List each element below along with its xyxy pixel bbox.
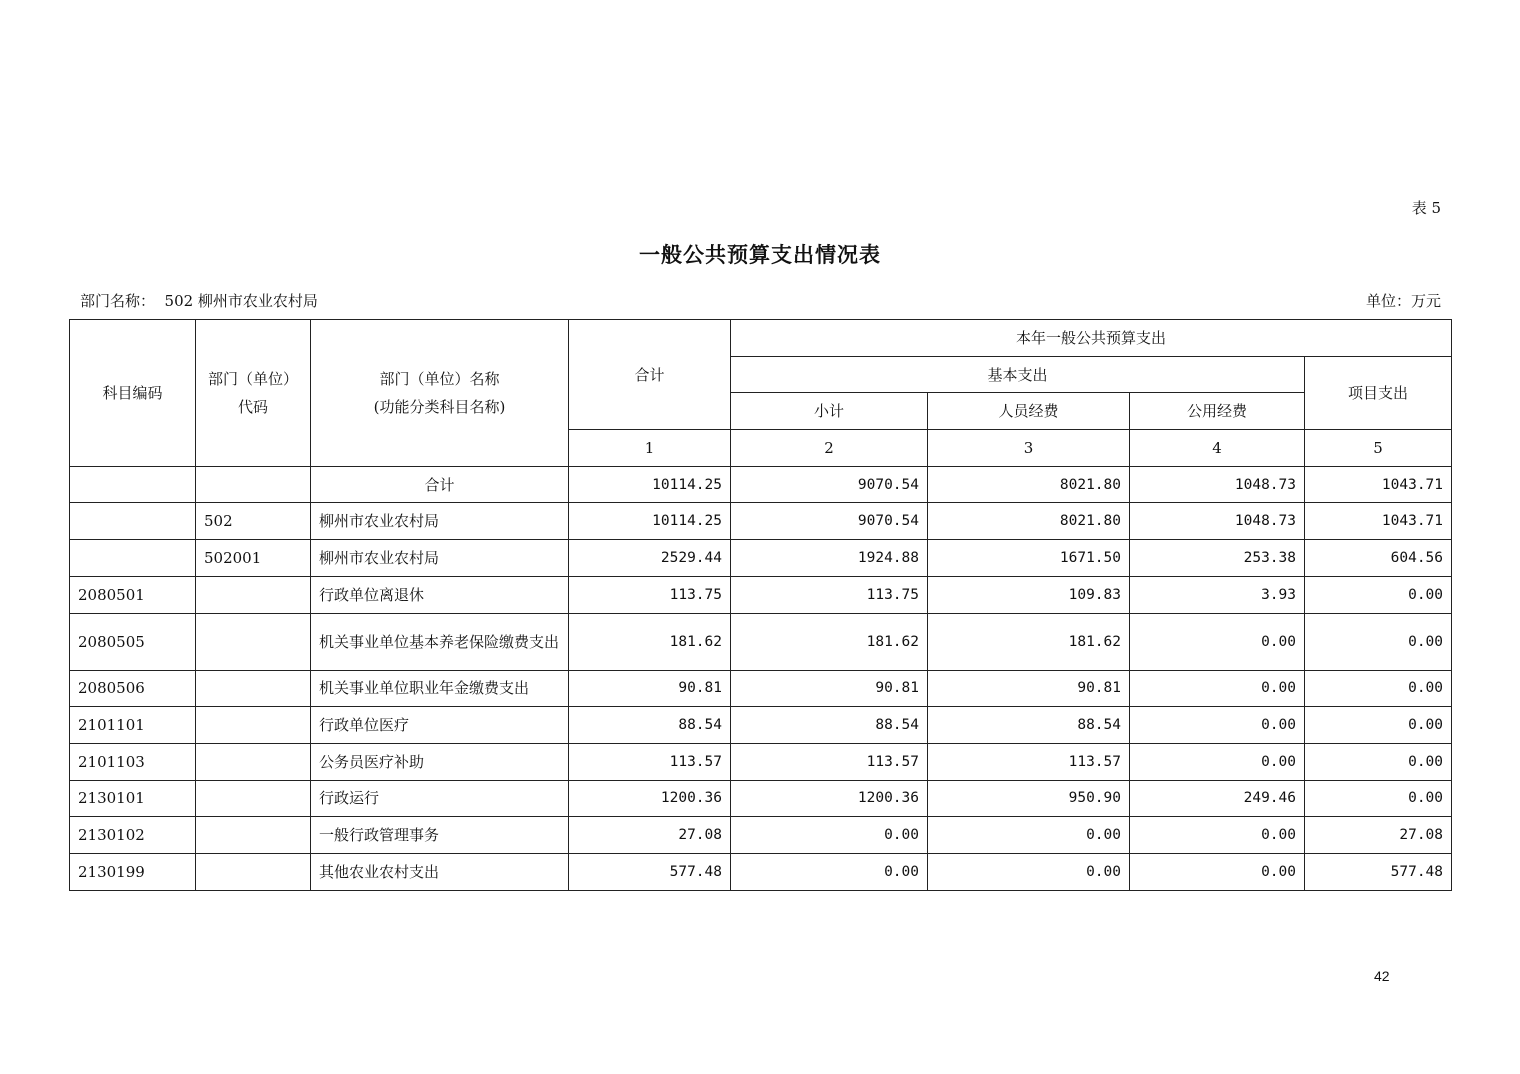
- cell-subtotal: 181.62: [731, 613, 928, 670]
- header-personnel: 人员经费: [928, 393, 1130, 430]
- cell-total: 88.54: [569, 707, 731, 744]
- header-dept-name-line1: 部门（单位）名称: [379, 369, 500, 388]
- header-col-num: 2: [731, 430, 928, 467]
- cell-public: 0.00: [1130, 670, 1305, 707]
- cell-project: 1043.71: [1305, 503, 1452, 540]
- page-title: 一般公共预算支出情况表: [639, 242, 881, 267]
- unit-label: 单位：万元: [1365, 292, 1441, 310]
- cell-personnel: 109.83: [928, 576, 1130, 613]
- cell-subtotal: 90.81: [731, 670, 928, 707]
- header-dept-code-line1: 部门（单位）: [207, 369, 298, 388]
- cell-code: 2080501: [70, 576, 196, 613]
- table-row: [70, 853, 1452, 890]
- cell-dept-code: [196, 466, 311, 503]
- cell-project: 0.00: [1305, 670, 1452, 707]
- cell-subtotal: 1200.36: [731, 780, 928, 817]
- cell-personnel: 950.90: [928, 780, 1130, 817]
- cell-name: 柳州市农业农村局: [311, 540, 569, 577]
- table-row: [70, 707, 1452, 744]
- cell-public: 1048.73: [1130, 466, 1305, 503]
- cell-code: 2130102: [70, 817, 196, 854]
- cell-name: 机关事业单位基本养老保险缴费支出: [311, 613, 569, 670]
- table-row: [70, 466, 1452, 503]
- header-basic: 基本支出: [731, 356, 1305, 393]
- header-col-num: 3: [928, 430, 1130, 467]
- cell-dept-code: [196, 780, 311, 817]
- cell-code: [70, 466, 196, 503]
- cell-name: 其他农业农村支出: [311, 853, 569, 890]
- cell-public: 1048.73: [1130, 503, 1305, 540]
- cell-project: 0.00: [1305, 613, 1452, 670]
- header-col-num: 5: [1305, 430, 1452, 467]
- table-header: [70, 320, 1452, 467]
- table-row: [70, 540, 1452, 577]
- table-row: [70, 743, 1452, 780]
- cell-public: 0.00: [1130, 707, 1305, 744]
- cell-dept-code: [196, 707, 311, 744]
- cell-name: 柳州市农业农村局: [311, 503, 569, 540]
- header-dept-name: [311, 320, 569, 467]
- cell-total: 10114.25: [569, 466, 731, 503]
- cell-code: 2080506: [70, 670, 196, 707]
- cell-total: 2529.44: [569, 540, 731, 577]
- cell-public: 0.00: [1130, 817, 1305, 854]
- header-col-num: 4: [1130, 430, 1305, 467]
- cell-subtotal: 1924.88: [731, 540, 928, 577]
- table-row: [70, 670, 1452, 707]
- cell-subtotal: 0.00: [731, 853, 928, 890]
- header-dept-code: [196, 320, 311, 467]
- header-dept-code-line2: 代码: [237, 397, 268, 416]
- cell-public: 0.00: [1130, 853, 1305, 890]
- cell-public: 0.00: [1130, 743, 1305, 780]
- cell-public: 249.46: [1130, 780, 1305, 817]
- cell-public: 3.93: [1130, 576, 1305, 613]
- cell-code: [70, 503, 196, 540]
- cell-code: 2130199: [70, 853, 196, 890]
- cell-name: 行政单位离退休: [311, 576, 569, 613]
- cell-total: 181.62: [569, 613, 731, 670]
- cell-dept-code: [196, 670, 311, 707]
- cell-dept-code: [196, 817, 311, 854]
- cell-personnel: 113.57: [928, 743, 1130, 780]
- cell-subtotal: 113.75: [731, 576, 928, 613]
- table-body: [70, 466, 1452, 890]
- table-number: 表 5: [1411, 199, 1441, 217]
- cell-dept-code: [196, 613, 311, 670]
- cell-subtotal: 88.54: [731, 707, 928, 744]
- cell-name: 机关事业单位职业年金缴费支出: [311, 670, 569, 707]
- cell-project: 0.00: [1305, 707, 1452, 744]
- cell-personnel: 181.62: [928, 613, 1130, 670]
- cell-dept-code: [196, 743, 311, 780]
- cell-project: 0.00: [1305, 743, 1452, 780]
- cell-project: 604.56: [1305, 540, 1452, 577]
- header-public: 公用经费: [1130, 393, 1305, 430]
- header-project: 项目支出: [1305, 356, 1452, 429]
- cell-code: 2080505: [70, 613, 196, 670]
- table-row: [70, 780, 1452, 817]
- page-number: 42: [1374, 968, 1390, 984]
- cell-project: 577.48: [1305, 853, 1452, 890]
- cell-name: 行政单位医疗: [311, 707, 569, 744]
- cell-name: 行政运行: [311, 780, 569, 817]
- header-dept-name-line2: (功能分类科目名称): [373, 397, 506, 416]
- cell-personnel: 8021.80: [928, 466, 1130, 503]
- cell-personnel: 1671.50: [928, 540, 1130, 577]
- cell-subtotal: 9070.54: [731, 503, 928, 540]
- cell-project: 0.00: [1305, 780, 1452, 817]
- cell-total: 90.81: [569, 670, 731, 707]
- cell-subtotal: 9070.54: [731, 466, 928, 503]
- cell-name: 公务员医疗补助: [311, 743, 569, 780]
- cell-public: 253.38: [1130, 540, 1305, 577]
- cell-total: 577.48: [569, 853, 731, 890]
- cell-personnel: 0.00: [928, 817, 1130, 854]
- cell-subtotal: 0.00: [731, 817, 928, 854]
- cell-project: 1043.71: [1305, 466, 1452, 503]
- cell-public: 0.00: [1130, 613, 1305, 670]
- cell-name: 合计: [311, 466, 569, 503]
- cell-code: 2130101: [70, 780, 196, 817]
- header-subject-code: 科目编码: [70, 320, 196, 467]
- cell-name: 一般行政管理事务: [311, 817, 569, 854]
- department-name: 部门名称： 502 柳州市农业农村局: [80, 292, 318, 310]
- table-row: [70, 503, 1452, 540]
- header-col-num: 1: [569, 430, 731, 467]
- cell-dept-code: 502001: [196, 540, 311, 577]
- cell-personnel: 8021.80: [928, 503, 1130, 540]
- table-row: [70, 613, 1452, 670]
- cell-dept-code: [196, 576, 311, 613]
- cell-total: 10114.25: [569, 503, 731, 540]
- cell-code: [70, 540, 196, 577]
- cell-project: 0.00: [1305, 576, 1452, 613]
- cell-personnel: 90.81: [928, 670, 1130, 707]
- cell-personnel: 0.00: [928, 853, 1130, 890]
- table-row: [70, 576, 1452, 613]
- cell-code: 2101103: [70, 743, 196, 780]
- header-total: 合计: [569, 320, 731, 430]
- budget-table: [69, 319, 1452, 891]
- cell-project: 27.08: [1305, 817, 1452, 854]
- table-row: [70, 817, 1452, 854]
- cell-subtotal: 113.57: [731, 743, 928, 780]
- cell-code: 2101101: [70, 707, 196, 744]
- header-subtotal: 小计: [731, 393, 928, 430]
- header-current-year: 本年一般公共预算支出: [731, 320, 1452, 357]
- cell-personnel: 88.54: [928, 707, 1130, 744]
- cell-dept-code: 502: [196, 503, 311, 540]
- cell-total: 113.75: [569, 576, 731, 613]
- cell-total: 1200.36: [569, 780, 731, 817]
- cell-total: 113.57: [569, 743, 731, 780]
- cell-total: 27.08: [569, 817, 731, 854]
- cell-dept-code: [196, 853, 311, 890]
